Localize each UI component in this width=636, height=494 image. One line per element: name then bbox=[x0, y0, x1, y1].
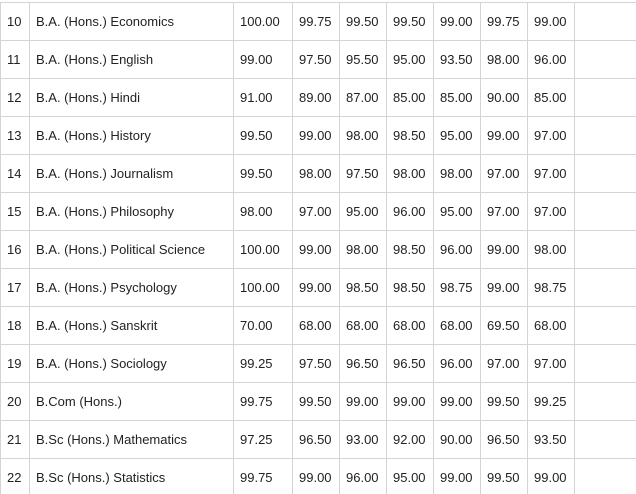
empty-cell bbox=[575, 231, 636, 269]
cutoff-value-cell: 100.00 bbox=[234, 231, 293, 269]
cutoff-value-cell: 93.00 bbox=[340, 421, 387, 459]
table-body bbox=[1, 3, 636, 494]
cutoff-value-cell: 98.00 bbox=[528, 231, 575, 269]
cutoff-value-cell: 68.00 bbox=[528, 307, 575, 345]
cutoff-value-cell: 100.00 bbox=[234, 3, 293, 41]
cutoff-value-cell: 100.00 bbox=[234, 269, 293, 307]
cutoff-value-cell: 99.00 bbox=[293, 269, 340, 307]
cutoff-value-cell: 98.75 bbox=[434, 269, 481, 307]
cutoff-value-cell: 97.00 bbox=[528, 193, 575, 231]
cutoff-value-cell: 95.50 bbox=[340, 41, 387, 79]
table-row bbox=[1, 41, 636, 79]
cutoff-value-cell: 97.50 bbox=[340, 155, 387, 193]
cutoff-value-cell: 97.00 bbox=[528, 345, 575, 383]
serial-number-cell: 12 bbox=[1, 79, 30, 117]
cutoff-value-cell: 96.00 bbox=[528, 41, 575, 79]
cutoff-value-cell: 96.50 bbox=[387, 345, 434, 383]
cutoff-value-cell: 97.00 bbox=[528, 117, 575, 155]
cutoff-value-cell: 98.00 bbox=[434, 155, 481, 193]
cutoff-value-cell: 96.00 bbox=[434, 231, 481, 269]
cutoff-value-cell: 68.00 bbox=[340, 307, 387, 345]
course-name-cell: B.A. (Hons.) History bbox=[30, 117, 234, 155]
cutoff-value-cell: 99.50 bbox=[234, 117, 293, 155]
cutoff-value-cell: 99.50 bbox=[481, 383, 528, 421]
cutoff-value-cell: 99.75 bbox=[234, 383, 293, 421]
cutoff-value-cell: 68.00 bbox=[434, 307, 481, 345]
cutoff-value-cell: 98.00 bbox=[340, 117, 387, 155]
cutoff-value-cell: 98.50 bbox=[387, 117, 434, 155]
course-name-cell: B.A. (Hons.) Political Science bbox=[30, 231, 234, 269]
table-row bbox=[1, 307, 636, 345]
cutoff-value-cell: 99.25 bbox=[528, 383, 575, 421]
serial-number-cell: 21 bbox=[1, 421, 30, 459]
cutoff-value-cell: 93.50 bbox=[528, 421, 575, 459]
cutoff-value-cell: 98.00 bbox=[340, 231, 387, 269]
serial-number-cell: 15 bbox=[1, 193, 30, 231]
cutoff-value-cell: 99.00 bbox=[481, 117, 528, 155]
cutoff-value-cell: 85.00 bbox=[387, 79, 434, 117]
cutoff-value-cell: 99.75 bbox=[293, 3, 340, 41]
cutoff-value-cell: 90.00 bbox=[434, 421, 481, 459]
table-row bbox=[1, 345, 636, 383]
cutoff-value-cell: 95.00 bbox=[387, 41, 434, 79]
cutoff-value-cell: 98.50 bbox=[387, 269, 434, 307]
cutoff-value-cell: 96.50 bbox=[481, 421, 528, 459]
serial-number-cell: 14 bbox=[1, 155, 30, 193]
table-row bbox=[1, 193, 636, 231]
table-row bbox=[1, 79, 636, 117]
cutoff-value-cell: 68.00 bbox=[387, 307, 434, 345]
cutoff-value-cell: 99.00 bbox=[387, 383, 434, 421]
cutoff-value-cell: 96.00 bbox=[387, 193, 434, 231]
empty-cell bbox=[575, 421, 636, 459]
cutoff-value-cell: 90.00 bbox=[481, 79, 528, 117]
cutoff-value-cell: 99.00 bbox=[434, 383, 481, 421]
cutoff-table bbox=[0, 2, 636, 494]
cutoff-value-cell: 99.00 bbox=[293, 459, 340, 494]
serial-number-cell: 18 bbox=[1, 307, 30, 345]
empty-cell bbox=[575, 41, 636, 79]
cutoff-value-cell: 98.00 bbox=[293, 155, 340, 193]
cutoff-value-cell: 85.00 bbox=[434, 79, 481, 117]
cutoff-value-cell: 99.50 bbox=[387, 3, 434, 41]
cutoff-value-cell: 96.50 bbox=[293, 421, 340, 459]
empty-cell bbox=[575, 193, 636, 231]
table-row bbox=[1, 383, 636, 421]
cutoff-value-cell: 87.00 bbox=[340, 79, 387, 117]
cutoff-value-cell: 91.00 bbox=[234, 79, 293, 117]
empty-cell bbox=[575, 269, 636, 307]
cutoff-value-cell: 98.50 bbox=[340, 269, 387, 307]
table-row bbox=[1, 269, 636, 307]
cutoff-value-cell: 99.00 bbox=[293, 117, 340, 155]
cutoff-value-cell: 99.00 bbox=[234, 41, 293, 79]
serial-number-cell: 16 bbox=[1, 231, 30, 269]
serial-number-cell: 10 bbox=[1, 3, 30, 41]
empty-cell bbox=[575, 155, 636, 193]
empty-cell bbox=[575, 79, 636, 117]
cutoff-value-cell: 70.00 bbox=[234, 307, 293, 345]
serial-number-cell: 17 bbox=[1, 269, 30, 307]
cutoff-value-cell: 99.00 bbox=[481, 269, 528, 307]
serial-number-cell: 11 bbox=[1, 41, 30, 79]
cutoff-value-cell: 99.50 bbox=[234, 155, 293, 193]
cutoff-value-cell: 97.50 bbox=[293, 41, 340, 79]
table-row bbox=[1, 3, 636, 41]
table-row bbox=[1, 459, 636, 494]
table-row bbox=[1, 231, 636, 269]
course-name-cell: B.A. (Hons.) Philosophy bbox=[30, 193, 234, 231]
table-row bbox=[1, 155, 636, 193]
cutoff-value-cell: 99.50 bbox=[340, 3, 387, 41]
cutoff-value-cell: 99.00 bbox=[434, 3, 481, 41]
cutoff-value-cell: 96.50 bbox=[340, 345, 387, 383]
cutoff-value-cell: 99.50 bbox=[293, 383, 340, 421]
cutoff-value-cell: 95.00 bbox=[434, 117, 481, 155]
cutoff-value-cell: 68.00 bbox=[293, 307, 340, 345]
cutoff-value-cell: 97.00 bbox=[481, 155, 528, 193]
table-row bbox=[1, 421, 636, 459]
course-name-cell: B.Sc (Hons.) Statistics bbox=[30, 459, 234, 494]
cutoff-value-cell: 98.50 bbox=[387, 231, 434, 269]
cutoff-value-cell: 93.50 bbox=[434, 41, 481, 79]
cutoff-value-cell: 95.00 bbox=[340, 193, 387, 231]
cutoff-value-cell: 95.00 bbox=[387, 459, 434, 494]
course-name-cell: B.A. (Hons.) Hindi bbox=[30, 79, 234, 117]
empty-cell bbox=[575, 459, 636, 494]
cutoff-value-cell: 99.50 bbox=[481, 459, 528, 494]
empty-cell bbox=[575, 117, 636, 155]
serial-number-cell: 13 bbox=[1, 117, 30, 155]
cutoff-value-cell: 99.00 bbox=[481, 231, 528, 269]
cutoff-value-cell: 99.00 bbox=[434, 459, 481, 494]
course-name-cell: B.A. (Hons.) English bbox=[30, 41, 234, 79]
cutoff-value-cell: 98.00 bbox=[481, 41, 528, 79]
empty-cell bbox=[575, 307, 636, 345]
course-name-cell: B.A. (Hons.) Economics bbox=[30, 3, 234, 41]
course-name-cell: B.A. (Hons.) Sanskrit bbox=[30, 307, 234, 345]
cutoff-value-cell: 97.25 bbox=[234, 421, 293, 459]
serial-number-cell: 19 bbox=[1, 345, 30, 383]
cutoff-value-cell: 99.00 bbox=[293, 231, 340, 269]
cutoff-value-cell: 89.00 bbox=[293, 79, 340, 117]
course-name-cell: B.A. (Hons.) Journalism bbox=[30, 155, 234, 193]
cutoff-value-cell: 98.75 bbox=[528, 269, 575, 307]
cutoff-value-cell: 97.00 bbox=[528, 155, 575, 193]
cutoff-value-cell: 95.00 bbox=[434, 193, 481, 231]
course-name-cell: B.A. (Hons.) Psychology bbox=[30, 269, 234, 307]
cutoff-value-cell: 96.00 bbox=[340, 459, 387, 494]
cutoff-value-cell: 97.00 bbox=[293, 193, 340, 231]
cutoff-value-cell: 99.75 bbox=[234, 459, 293, 494]
cutoff-value-cell: 97.50 bbox=[293, 345, 340, 383]
cutoff-value-cell: 85.00 bbox=[528, 79, 575, 117]
cutoff-value-cell: 92.00 bbox=[387, 421, 434, 459]
cutoff-value-cell: 98.00 bbox=[387, 155, 434, 193]
course-name-cell: B.Com (Hons.) bbox=[30, 383, 234, 421]
cutoff-value-cell: 99.00 bbox=[528, 3, 575, 41]
cutoff-value-cell: 96.00 bbox=[434, 345, 481, 383]
serial-number-cell: 20 bbox=[1, 383, 30, 421]
empty-cell bbox=[575, 3, 636, 41]
cutoff-value-cell: 97.00 bbox=[481, 345, 528, 383]
course-name-cell: B.Sc (Hons.) Mathematics bbox=[30, 421, 234, 459]
cutoff-value-cell: 99.00 bbox=[528, 459, 575, 494]
cutoff-value-cell: 69.50 bbox=[481, 307, 528, 345]
cutoff-value-cell: 99.75 bbox=[481, 3, 528, 41]
serial-number-cell: 22 bbox=[1, 459, 30, 494]
course-name-cell: B.A. (Hons.) Sociology bbox=[30, 345, 234, 383]
table-row bbox=[1, 117, 636, 155]
cutoff-value-cell: 98.00 bbox=[234, 193, 293, 231]
cutoff-value-cell: 97.00 bbox=[481, 193, 528, 231]
cutoff-value-cell: 99.25 bbox=[234, 345, 293, 383]
empty-cell bbox=[575, 345, 636, 383]
cutoff-value-cell: 99.00 bbox=[340, 383, 387, 421]
empty-cell bbox=[575, 383, 636, 421]
